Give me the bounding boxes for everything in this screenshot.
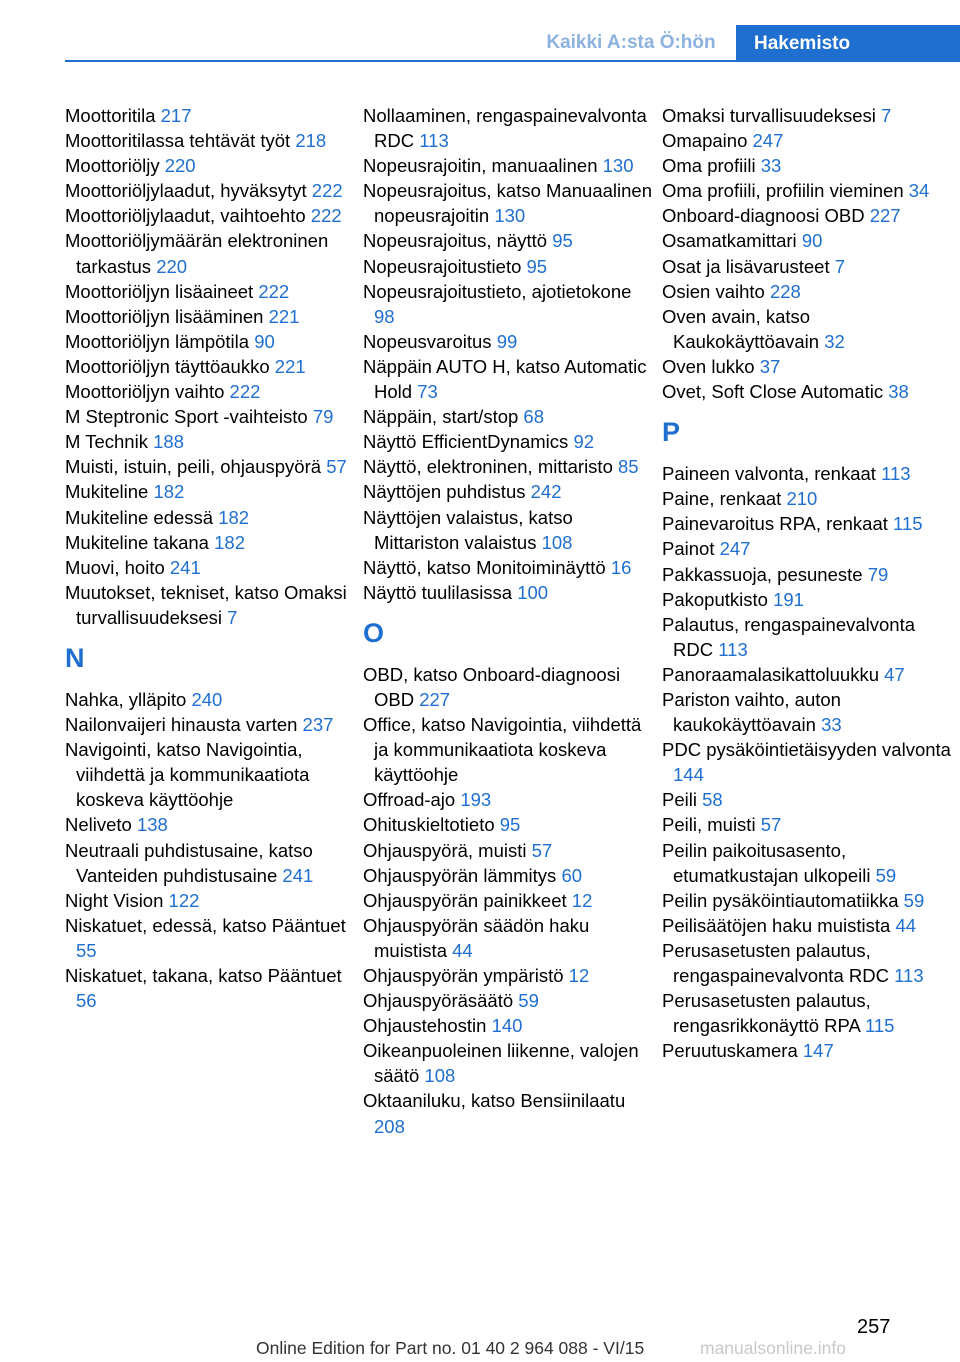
index-entry (662, 888, 954, 913)
index-entry (65, 153, 357, 178)
page-link[interactable]: 182 (218, 506, 250, 528)
index-entry (363, 329, 655, 354)
page-link[interactable]: 100 (517, 581, 549, 603)
page-link[interactable]: 122 (168, 889, 200, 911)
index-entry (662, 354, 954, 379)
page-number: 257 (857, 1316, 891, 1338)
entry-term: Moottoriöljy (65, 155, 165, 177)
page-link[interactable]: 73 (417, 381, 438, 403)
entry-term: Peilisäätöjen haku muistista (662, 914, 896, 936)
index-entry (363, 505, 655, 555)
index-entry (363, 863, 655, 888)
entry-term: Moottoriöljylaadut, vaihtoehto (65, 205, 311, 227)
page-link[interactable]: 113 (419, 130, 449, 152)
index-column-1 (65, 103, 357, 1013)
page-link[interactable]: 147 (802, 1040, 834, 1062)
page-link[interactable]: 99 (496, 330, 518, 352)
index-entry (662, 228, 954, 253)
entry-term: Night Vision (65, 889, 169, 911)
page-link[interactable]: 60 (561, 864, 583, 886)
index-entry (662, 662, 954, 687)
entry-term: Oven avain, katso Kaukokäyttöavain (662, 305, 825, 352)
index-entry (363, 988, 655, 1013)
index-entry (662, 938, 954, 988)
page-link[interactable]: 98 (374, 305, 395, 327)
page-link[interactable]: 108 (424, 1065, 456, 1087)
page-link[interactable]: 57 (760, 814, 782, 836)
entry-term: Nopeusrajoitus, katso Manuaalinen nopeusrajoitin (363, 180, 652, 227)
page-link[interactable]: 68 (523, 406, 544, 428)
index-entry (662, 562, 954, 587)
page-link[interactable]: 32 (824, 330, 845, 352)
page-link[interactable]: 208 (374, 1115, 405, 1137)
footer-edition: Online Edition for Part no. 01 40 2 964 088 - VI/15 (256, 1338, 645, 1358)
entry-term: Peilin pysäköintiautomatiikka (662, 889, 904, 911)
index-entry (662, 103, 954, 128)
entry-term: Moottoriöljylaadut, hyväksytyt (65, 180, 312, 202)
entry-term: Oven lukko (662, 355, 760, 377)
entry-term: Näyttö, elektroninen, mittaristo (363, 456, 618, 478)
page-link[interactable]: 221 (268, 305, 300, 327)
index-entry (65, 963, 357, 1013)
page-link[interactable]: 138 (136, 814, 168, 836)
index-entry (662, 536, 954, 561)
page-link[interactable]: 59 (518, 990, 539, 1012)
entry-term: Omapaino (662, 130, 753, 152)
entry-term: M Steptronic Sport -vaihteisto (65, 406, 313, 428)
entry-term: Näppäin, start/stop (363, 406, 524, 428)
entry-term: Ohjauspyörän painikkeet (363, 889, 572, 911)
index-entry (662, 254, 954, 279)
index-entry (363, 1038, 655, 1088)
page-link[interactable]: 79 (312, 406, 334, 428)
page-link[interactable]: 108 (541, 531, 573, 553)
index-entry (65, 178, 357, 203)
index-entry (363, 812, 655, 837)
index-entry (662, 838, 954, 888)
entry-term: Painot (662, 538, 720, 560)
entry-term: PDC pysäköintietäisyyden valvonta (662, 739, 951, 761)
index-entry (662, 587, 954, 612)
section-tab[interactable]: Kaikki A:sta Ö:hön (546, 32, 716, 53)
entry-term: Näyttö EfficientDynamics (363, 431, 574, 453)
index-entry (662, 612, 954, 662)
watermark: manualsonline.info (700, 1338, 846, 1358)
index-entry (363, 580, 655, 605)
page-link[interactable]: 222 (258, 280, 290, 302)
index-entry (662, 511, 954, 536)
index-entry (363, 963, 655, 988)
entry-term: Oma profiili (662, 155, 761, 177)
index-entry (363, 429, 655, 454)
entry-term: Niskatuet, edessä, katso Pääntuet (65, 914, 346, 936)
page-link[interactable]: 90 (801, 230, 823, 252)
index-entry (363, 254, 655, 279)
page-link[interactable]: 247 (719, 538, 751, 560)
page-link[interactable]: 193 (460, 789, 492, 811)
page-link[interactable]: 95 (499, 814, 521, 836)
index-entry (363, 787, 655, 812)
index-entry (65, 404, 357, 429)
index-entry (65, 580, 357, 630)
index-entry (65, 913, 357, 963)
page-link[interactable]: 16 (610, 556, 632, 578)
index-entry (65, 737, 357, 812)
entry-term: Ohjauspyörä, muisti (363, 839, 532, 861)
index-entry (363, 279, 655, 329)
page-link[interactable]: 57 (531, 839, 553, 861)
page-link[interactable]: 222 (310, 205, 342, 227)
page-link[interactable]: 79 (867, 563, 889, 585)
index-entry (363, 354, 655, 404)
entry-term: Pakkassuoja, pesuneste (662, 563, 868, 585)
page-link[interactable]: 92 (573, 431, 595, 453)
page-link[interactable]: 220 (164, 155, 196, 177)
index-entry (65, 304, 357, 329)
page-link[interactable]: 44 (895, 914, 917, 936)
entry-term: Peili, muisti (662, 814, 761, 836)
index-entry (65, 454, 357, 479)
index-entry (65, 479, 357, 504)
page-link[interactable]: 220 (156, 255, 188, 277)
section-letter: N (65, 642, 85, 673)
page-link[interactable]: 55 (76, 939, 97, 961)
page-link[interactable]: 182 (214, 531, 245, 553)
page-link[interactable]: 227 (419, 688, 451, 710)
index-entry (65, 329, 357, 354)
page-link[interactable]: 12 (571, 889, 593, 911)
page-link[interactable]: 188 (153, 431, 184, 453)
page-link[interactable]: 130 (494, 205, 526, 227)
page-link[interactable]: 222 (311, 180, 343, 202)
index-entry (65, 838, 357, 888)
entry-term: Nollaaminen, rengaspainevalvonta RDC (363, 105, 647, 152)
page-link[interactable]: 210 (786, 488, 818, 510)
index-entry (65, 354, 357, 379)
index-entry (363, 712, 655, 787)
index-entry (363, 888, 655, 913)
page-link[interactable]: 57 (326, 456, 347, 478)
entry-term: Nahka, ylläpito (65, 688, 192, 710)
index-entry (662, 128, 954, 153)
page-link[interactable]: 7 (834, 255, 846, 277)
index-entry (363, 153, 655, 178)
section-letter: P (662, 417, 681, 448)
page-link[interactable]: 47 (884, 663, 905, 685)
page-link[interactable]: 242 (530, 481, 562, 503)
entry-term: Nailonvaijeri hinausta varten (65, 714, 303, 736)
page-link[interactable]: 115 (893, 513, 923, 535)
page-link[interactable]: 115 (864, 1015, 895, 1037)
index-entry (363, 1088, 655, 1138)
page-link[interactable]: 144 (673, 764, 704, 786)
page-link[interactable]: 241 (169, 556, 201, 578)
page-link[interactable]: 33 (821, 714, 842, 736)
entry-term: Mukiteline edessä (65, 506, 219, 528)
index-entry (65, 687, 357, 712)
entry-term: Osat ja lisävarusteet (662, 255, 835, 277)
index-entry (662, 737, 954, 787)
index-entry (363, 555, 655, 580)
page-link[interactable]: 247 (752, 130, 784, 152)
entry-term: Peilin paikoitusasento, etumatkustajan ulkopeili (662, 839, 876, 886)
entry-term: Perusasetusten palautus, rengaspainevalvonta RDC (662, 939, 895, 986)
entry-term: Mukiteline takana (65, 531, 215, 553)
page-link[interactable]: 37 (759, 355, 781, 377)
index-entry (65, 555, 357, 580)
entry-term: Moottoritilassa tehtävät työt (65, 130, 296, 152)
index-entry (662, 304, 954, 354)
entry-term: Offroad-ajo (363, 789, 461, 811)
entry-term: Oma profiili, profiilin vieminen (662, 180, 909, 202)
entry-term: Paine, renkaat (662, 488, 787, 510)
index-entry (363, 404, 655, 429)
page-link[interactable]: 38 (888, 381, 909, 403)
page-link[interactable]: 7 (227, 606, 238, 628)
entry-term: Perusasetusten palautus, rengasrikkonäyttö RPA (662, 990, 871, 1037)
entry-term: Moottoritila (65, 105, 161, 126)
entry-term: Moottoriöljyn lisääminen (65, 305, 269, 327)
entry-term: Nopeusrajoitin, manuaalinen (363, 155, 603, 177)
entry-term: Nopeusvaroitus (363, 330, 497, 352)
entry-term: Peruutuskamera (662, 1040, 803, 1062)
entry-term: Moottoriöljyn täyttöaukko (65, 355, 275, 377)
index-entry (662, 687, 954, 737)
entry-term: Oktaaniluku, katso Bensiinilaatu (363, 1090, 626, 1112)
index-entry (65, 812, 357, 837)
index-entry (363, 1013, 655, 1038)
page-link[interactable]: 33 (760, 155, 782, 177)
page-link[interactable]: 240 (191, 688, 223, 710)
index-entry (363, 228, 655, 253)
page-link[interactable]: 228 (769, 280, 801, 302)
entry-term: Muutokset, tekniset, katso Omaksi turvallisuudeksesi (65, 581, 347, 628)
page-link[interactable]: 90 (254, 330, 275, 352)
entry-term: Painevaroitus RPA, renkaat (662, 513, 894, 535)
entry-term: Ohjauspyörän säädön haku muistista (363, 914, 590, 961)
entry-term: Osien vaihto (662, 280, 770, 302)
page-link[interactable]: 7 (881, 105, 892, 126)
index-entry (363, 913, 655, 963)
entry-term: Muisti, istuin, peili, ohjauspyörä (65, 456, 327, 478)
entry-term: Omaksi turvallisuudeksesi (662, 105, 881, 126)
page-link[interactable]: 59 (875, 864, 897, 886)
page-link[interactable]: 95 (552, 230, 573, 252)
index-entry (662, 988, 954, 1038)
entry-term: Ohjauspyöräsäätö (363, 990, 519, 1012)
index-entry (662, 486, 954, 511)
index-entry (662, 153, 954, 178)
index-entry (65, 505, 357, 530)
entry-term: Onboard-diagnoosi OBD (662, 205, 870, 227)
page-link[interactable]: 113 (881, 463, 911, 485)
entry-term: Muovi, hoito (65, 556, 170, 578)
entry-term: Moottoriöljymäärän elektroninen tarkastus (65, 230, 329, 277)
page-link[interactable]: 191 (773, 588, 804, 610)
index-entry (662, 379, 954, 404)
index-entry (363, 178, 655, 228)
page-link[interactable]: 113 (718, 638, 748, 660)
entry-term: Peili (662, 789, 703, 811)
entry-term: Niskatuet, takana, katso Pääntuet (65, 965, 342, 986)
entry-term: Pakoputkisto (662, 588, 774, 610)
index-entry (65, 128, 357, 153)
index-entry (662, 812, 954, 837)
entry-term: Ohjaustehostin (363, 1015, 492, 1037)
index-tab[interactable]: Hakemisto (736, 25, 960, 62)
index-entry (65, 888, 357, 913)
index-entry (65, 429, 357, 454)
page-link[interactable]: 222 (229, 381, 261, 403)
index-entry (65, 203, 357, 228)
entry-term: Neliveto (65, 814, 137, 836)
entry-term: Panoraamalasikattoluukku (662, 663, 885, 685)
entry-term: Nopeusrajoitus, näyttö (363, 230, 553, 252)
entry-term: Osamatkamittari (662, 230, 802, 252)
entry-term: Navigointi, katso Navigointia, viihdettä ja kommunikaatiota koskeva käyttöohje (65, 739, 310, 811)
page-link[interactable]: 56 (76, 990, 97, 1012)
entry-term: OBD, katso Onboard-diagnoosi OBD (363, 663, 621, 710)
index-entry (65, 712, 357, 737)
entry-term: Nopeusrajoitustieto (363, 255, 527, 277)
entry-term: Pariston vaihto, auton kaukokäyttöavain (662, 688, 841, 736)
index-entry (65, 530, 357, 555)
page-link[interactable]: 85 (618, 456, 639, 478)
index-entry (662, 178, 954, 203)
page-link[interactable]: 34 (908, 180, 930, 202)
section-letter: O (363, 617, 385, 648)
entry-term: Ovet, Soft Close Automatic (662, 381, 889, 403)
index-entry (662, 913, 954, 938)
entry-term: Moottoriöljyn lisäaineet (65, 280, 259, 302)
index-entry (662, 279, 954, 304)
index-entry (662, 1038, 954, 1063)
index-entry (662, 461, 954, 486)
entry-term: Näyttöjen valaistus, katso Mittariston valaistus (363, 506, 573, 553)
entry-term: Moottoriöljyn lämpötila (65, 330, 255, 352)
page-link[interactable]: 221 (274, 355, 306, 377)
entry-term: Mukiteline (65, 481, 154, 503)
page-link[interactable]: 227 (869, 205, 901, 227)
index-entry (363, 479, 655, 504)
entry-term: Nopeusrajoitustieto, ajotietokone (363, 280, 632, 302)
page-link[interactable]: 140 (491, 1015, 523, 1037)
page-link[interactable]: 217 (160, 105, 192, 126)
page-link[interactable]: 130 (602, 155, 634, 177)
page-link[interactable]: 12 (568, 965, 590, 986)
header-rule (65, 60, 960, 62)
index-entry (363, 454, 655, 479)
entry-term: Näyttö tuulilasissa (363, 581, 518, 603)
entry-term: Näppäin AUTO H, katso Automatic Hold (363, 355, 647, 403)
entry-term: Neutraali puhdistusaine, katso Vanteiden puhdistusaine (65, 839, 313, 886)
index-column-2 (363, 103, 655, 1139)
entry-term: Office, katso Navigointia, viihdettä ja kommunikaatiota koskeva käyttöohje (363, 714, 642, 786)
index-column-3 (662, 103, 954, 1063)
page-link[interactable]: 58 (702, 789, 723, 811)
index-entry (363, 838, 655, 863)
entry-term: Ohituskieltotieto (363, 814, 500, 836)
page-link[interactable]: 59 (903, 889, 925, 911)
page-link[interactable]: 218 (295, 130, 327, 152)
entry-term: Paineen valvonta, renkaat (662, 463, 882, 485)
entry-term: M Technik (65, 431, 154, 453)
entry-term: Ohjauspyörän lämmitys (363, 864, 562, 886)
index-entry (65, 228, 357, 278)
page-link[interactable]: 182 (153, 481, 185, 503)
entry-term: Näyttöjen puhdistus (363, 481, 531, 503)
page-link[interactable]: 44 (452, 939, 473, 961)
entry-term: Moottoriöljyn vaihto (65, 381, 230, 403)
page-link[interactable]: 237 (302, 714, 334, 736)
index-entry (363, 103, 655, 153)
index-entry (662, 203, 954, 228)
index-entry (65, 103, 357, 128)
page-link[interactable]: 95 (526, 255, 548, 277)
entry-term: Oikeanpuoleinen liikenne, valojen säätö (363, 1040, 639, 1087)
entry-term: Ohjauspyörän ympäristö (363, 965, 569, 986)
index-entry (65, 379, 357, 404)
entry-term: Näyttö, katso Monitoiminäyttö (363, 556, 611, 578)
entry-term: Palautus, rengaspainevalvonta RDC (662, 613, 916, 660)
page-link[interactable]: 113 (894, 965, 924, 986)
index-entry (363, 662, 655, 712)
index-entry (662, 787, 954, 812)
page-link[interactable]: 241 (282, 864, 314, 886)
index-entry (65, 279, 357, 304)
